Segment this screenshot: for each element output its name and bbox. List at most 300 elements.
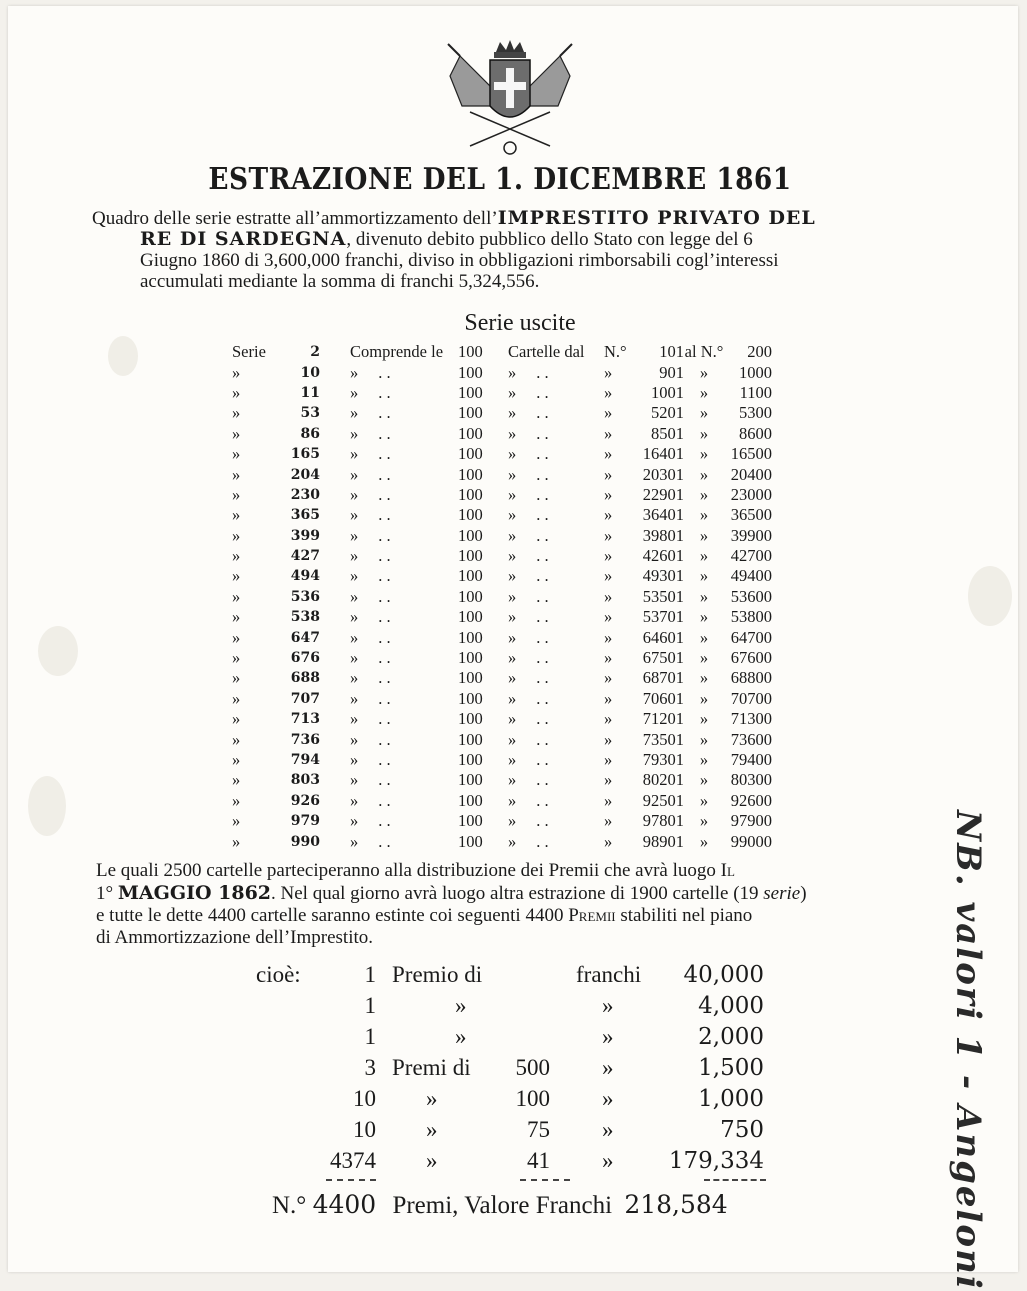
table-row [232,383,772,403]
from-number: 53701 [642,607,684,627]
prize-desc: Premi di [392,1055,471,1080]
quote-mark: » [699,709,709,729]
serie-number: 230 [290,486,320,503]
quote-mark: » [699,607,709,627]
count-cell: 100 [458,831,483,851]
quote-mark: » [604,586,613,606]
comprende-ditto [320,464,458,484]
leader-dots: . . [536,811,549,831]
leader-dots: . . [378,464,391,484]
quote-mark: » [699,362,709,382]
comprende-ditto [320,424,458,444]
quote-mark: » [604,668,613,688]
quote-mark: » [350,607,359,627]
quote-mark: » [604,831,613,851]
from-number: 8501 [651,423,684,443]
quote-mark: » [604,566,613,586]
prize-label: cioè: [256,962,301,987]
leader-dots: . . [378,607,391,627]
leader-dots: . . [536,586,549,606]
cartelle-ditto [498,648,604,668]
quote-mark: » [699,668,709,688]
comprende-ditto [320,607,458,627]
comprende-ditto [320,750,458,770]
comprende-header: Comprende le [350,342,444,362]
from-number: 42601 [642,546,684,566]
loan-name: IMPRESTITO PRIVATO DEL [497,207,816,229]
leader-dots: . . [378,362,391,382]
from-number: 49301 [642,566,684,586]
quote-mark: » [350,811,359,831]
quote-mark: » [508,505,517,525]
from-number: 80201 [642,770,684,790]
from-number: 79301 [642,750,684,769]
quote-mark: » [508,811,517,831]
leader-dots: . . [536,546,549,566]
table-row [232,750,772,770]
count-cell: 100 [458,546,483,566]
outro-text: ) [800,883,807,904]
quote-mark: » [508,770,517,790]
leader-dots: . . [378,811,391,831]
prize-count: 10 [353,1117,376,1142]
intro-text: , divenuto debito pubblico dello Stato con legge del 6 [346,229,753,250]
quote-mark: » [232,811,241,831]
outro-text: Le quali 2500 cartelle parteciperanno alla distribuzione dei Premii che avrà luogo [96,860,716,881]
quote-mark: » [699,750,709,769]
prize-franchi: » [602,993,614,1018]
count-cell: 100 [458,729,483,749]
prize-desc: » [455,993,467,1018]
table-header-row [232,342,772,362]
from-number: 70601 [642,688,684,708]
quote-mark: » [699,648,709,668]
serie-header: Serie [232,342,266,362]
serie-number: 399 [290,527,320,544]
quote-mark: » [232,790,241,810]
quote-mark: » [232,484,241,504]
count-cell: 100 [458,607,483,627]
quote-mark: » [350,750,359,769]
count-cell: 100 [458,362,483,382]
prize-count: 3 [364,1055,376,1080]
intro-text: Quadro delle serie estratte all’ammortizzamento dell’ [92,208,498,229]
leader-dots: . . [378,831,391,851]
quote-mark: » [508,484,517,504]
prize-count: 4374 [330,1148,376,1173]
table-row [232,464,772,484]
leader-dots: . . [536,688,549,708]
draw-date: MAGGIO 1862 [117,882,272,904]
quote-mark: » [699,423,709,443]
intro-text: accumulati mediante la somma di franchi 5,324,556. [140,271,540,292]
quote-mark: » [699,770,709,790]
count-cell: 100 [458,423,483,443]
quote-mark: » [604,525,613,545]
from-number: 97801 [642,811,684,831]
handwritten-annotation: NB. valori 1 - Angeloni [948,810,988,1291]
prize-count: 1 [364,962,376,987]
count-cell: 100 [458,505,483,525]
quote-mark: » [699,382,709,402]
quote-mark: » [508,627,517,647]
to-number: 97900 [730,811,772,831]
prize-franchi: franchi [576,962,642,987]
quote-mark: » [508,688,517,708]
prize-value: 4,000 [698,993,764,1019]
quote-mark: » [232,505,241,525]
quote-mark: » [232,648,241,668]
to-number: 64700 [730,627,772,647]
quote-mark: » [350,648,359,668]
prize-franchi: » [602,1086,614,1111]
divider [704,1179,766,1181]
serie-number: 707 [290,690,320,707]
intro-paragraph [92,208,932,292]
leader-dots: . . [378,403,391,423]
outro-text: Premii [568,905,616,926]
leader-dots: . . [536,770,549,790]
quote-mark: » [232,709,241,729]
cartelle-ditto [498,383,604,403]
cartelle-ditto [498,668,604,688]
quote-mark: » [604,729,613,749]
cartelle-ditto [498,750,604,770]
prize-row [230,1086,770,1116]
quote-mark: » [604,403,613,423]
serie-number: 538 [290,609,320,626]
quote-mark: » [699,566,709,586]
prize-unit: 41 [527,1148,550,1173]
to-number: 73600 [730,729,772,749]
quote-mark: » [508,750,517,769]
outro-text: stabiliti nel piano [620,905,753,926]
from-number: 20301 [642,464,684,484]
quote-mark: » [604,382,613,402]
quote-mark: » [699,484,709,504]
comprende-ditto [320,831,458,851]
quote-mark: » [604,484,613,504]
serie-number: 86 [300,425,320,442]
to-number: 36500 [730,505,772,525]
cartelle-ditto [498,709,604,729]
table-row [232,791,772,811]
from-number: 64601 [642,627,684,647]
quote-mark: » [699,525,709,545]
quote-mark: » [350,586,359,606]
comprende-ditto [320,403,458,423]
table-row [232,689,772,709]
serie-number: 990 [290,833,320,850]
count-cell: 100 [458,688,483,708]
leader-dots: . . [378,566,391,586]
prize-desc: » [455,1024,467,1049]
count-cell: 100 [458,484,483,504]
outro-paragraph [96,860,936,949]
cartelle-ditto [498,607,604,627]
prize-unit: 500 [515,1055,550,1080]
quote-mark: » [508,729,517,749]
to-number: 1100 [739,382,772,402]
total-value: 218,584 [624,1190,728,1219]
outro-text: e tutte le dette 4400 cartelle saranno estinte coi seguenti 4400 [96,905,564,926]
comprende-ditto [320,770,458,790]
prize-value: 750 [720,1117,764,1143]
quote-mark: » [508,566,517,586]
count-cell: 100 [458,790,483,810]
quote-mark: » [350,688,359,708]
quote-mark: » [508,709,517,729]
from-number: 36401 [642,505,684,525]
leader-dots: . . [378,790,391,810]
leader-dots: . . [536,444,549,464]
quote-mark: » [232,668,241,688]
prize-franchi: » [602,1055,614,1080]
comprende-ditto [320,383,458,403]
cartelle-ditto [498,546,604,566]
count-cell: 100 [458,444,483,464]
quote-mark: » [232,464,241,484]
comprende-ditto [320,485,458,505]
from-number: 901 [659,362,684,382]
cartelle-ditto [498,403,604,423]
table-row [232,709,772,729]
quote-mark: » [604,444,613,464]
quote-mark: » [699,811,709,831]
to-number: 49400 [730,566,772,586]
prize-franchi: » [602,1148,614,1173]
serie-number: 803 [290,772,320,789]
leader-dots: . . [536,831,549,851]
count-cell: 100 [458,525,483,545]
quote-mark: » [508,586,517,606]
count-cell: 100 [458,403,483,423]
quote-mark: » [508,546,517,566]
to-number: 1000 [739,362,772,382]
cartelle-header: Cartelle dal [508,342,585,362]
quote-mark: » [350,382,359,402]
leader-dots: . . [536,648,549,668]
leader-dots: . . [536,790,549,810]
leader-dots: . . [536,750,549,769]
total-label: Premi, Valore Franchi [392,1192,613,1219]
serie-number: 979 [290,813,320,830]
table-row [232,526,772,546]
leader-dots: . . [536,668,549,688]
leader-dots: . . [378,525,391,545]
quote-mark: » [232,607,241,627]
leader-dots: . . [378,668,391,688]
serie-number: 536 [290,588,320,605]
table-row [232,485,772,505]
quote-mark: » [508,444,517,464]
quote-mark: » [350,546,359,566]
outro-text: Il [720,860,735,881]
comprende-ditto [320,668,458,688]
comprende-ditto [320,566,458,586]
leader-dots: . . [536,382,549,402]
quote-mark: » [699,729,709,749]
serie-number: 676 [290,650,320,667]
table-row [232,424,772,444]
quote-mark: » [350,790,359,810]
outro-text: serie [763,883,801,904]
serie-number: 2 [310,344,320,361]
from-number: 101 [659,342,684,362]
paper-stain [38,626,78,676]
quote-mark: » [232,382,241,402]
quote-mark: » [508,831,517,851]
to-number: 200 [747,342,772,362]
to-number: 5300 [739,403,772,423]
quote-mark: » [232,627,241,647]
divider [326,1179,376,1181]
comprende-ditto [320,444,458,464]
from-number: 71201 [642,709,684,729]
table-row [232,587,772,607]
quote-mark: » [350,566,359,586]
cartelle-ditto [498,831,604,851]
leader-dots: . . [536,362,549,382]
to-number: 67600 [730,648,772,668]
quote-mark: » [604,546,613,566]
comprende-ditto [320,648,458,668]
prize-value: 1,000 [698,1086,764,1112]
prize-row [230,1117,770,1147]
cartelle-ditto [498,526,604,546]
document-title: ESTRAZIONE DEL 1. DICEMBRE 1861 [208,162,792,197]
quote-mark: » [350,627,359,647]
count-cell: 100 [458,627,483,647]
quote-mark: » [232,831,241,851]
quote-mark: » [699,546,709,566]
paper-stain [28,776,66,836]
divider [520,1179,570,1181]
leader-dots: . . [378,382,391,402]
leader-dots: . . [536,484,549,504]
quote-mark: » [350,444,359,464]
intro-text: Giugno 1860 di 3,600,000 franchi, diviso in obbligazioni rimborsabili cogl’interessi [140,250,779,271]
prize-count: 1 [364,1024,376,1049]
leader-dots: . . [536,464,549,484]
series-table [232,342,772,852]
prize-desc: » [426,1148,438,1173]
leader-dots: . . [378,750,391,769]
to-number: 99000 [730,831,772,851]
table-row [232,444,772,464]
cartelle-ditto [498,444,604,464]
comprende-ditto [320,791,458,811]
count-cell: 100 [458,648,483,668]
prize-row [230,1024,770,1054]
quote-mark: » [350,525,359,545]
cartelle-ditto [498,424,604,444]
quote-mark: » [699,627,709,647]
quote-mark: » [508,464,517,484]
quote-mark: » [699,831,709,851]
from-number: 39801 [642,525,684,545]
leader-dots: . . [378,729,391,749]
from-number: 98901 [642,831,684,851]
quote-mark: » [604,709,613,729]
comprende-ditto [320,546,458,566]
quote-mark: » [350,484,359,504]
cartelle-ditto [498,770,604,790]
quote-mark: » [508,790,517,810]
serie-number: 11 [300,384,320,401]
quote-mark: » [350,729,359,749]
quote-mark: » [508,525,517,545]
count-cell: 100 [458,770,483,790]
quote-mark: » [350,403,359,423]
comprende-ditto [320,526,458,546]
to-number: 80300 [730,770,772,790]
serie-number: 926 [290,792,320,809]
quote-mark: » [508,382,517,402]
to-number: 92600 [730,790,772,810]
prize-value: 2,000 [698,1024,764,1050]
serie-number: 165 [290,446,320,463]
to-number: 42700 [730,546,772,566]
from-number: 73501 [642,729,684,749]
table-row [232,505,772,525]
quote-mark: » [508,403,517,423]
leader-dots: . . [536,566,549,586]
cartelle-ditto [498,464,604,484]
quote-mark: » [350,668,359,688]
quote-mark: » [604,423,613,443]
to-number: 16500 [730,444,772,464]
comprende-ditto [320,505,458,525]
quote-mark: » [699,688,709,708]
to-number: 68800 [730,668,772,688]
prize-value: 40,000 [683,962,764,988]
quote-mark: » [232,403,241,423]
quote-mark: » [604,648,613,668]
serie-number: 688 [290,670,320,687]
quote-mark: » [604,362,613,382]
paper-stain [108,336,138,376]
quote-mark: » [508,668,517,688]
leader-dots: . . [536,403,549,423]
quote-mark: » [508,362,517,382]
savoy-coat-of-arms-icon [440,36,580,166]
cartelle-ditto [498,505,604,525]
quote-mark: » [232,750,241,769]
total-prefix: N.° [272,1192,307,1219]
prize-value: 179,334 [668,1148,764,1174]
prize-row [230,993,770,1023]
prize-desc: » [426,1117,438,1142]
leader-dots: . . [536,709,549,729]
quote-mark: » [604,505,613,525]
from-number: 16401 [642,444,684,464]
to-number: 70700 [730,688,772,708]
comprende-ditto [320,709,458,729]
quote-mark: » [699,790,709,810]
from-number: 1001 [651,382,684,402]
prize-franchi: » [602,1117,614,1142]
prize-row [230,962,770,992]
serie-number: 365 [290,507,320,524]
outro-text: . Nel qual giorno avrà luogo altra estrazione di 1900 cartelle (19 [271,883,764,904]
quote-mark: » [604,627,613,647]
paper-stain [968,566,1012,626]
leader-dots: . . [378,770,391,790]
prize-count: 1 [364,993,376,1018]
prize-franchi: » [602,1024,614,1049]
leader-dots: . . [378,709,391,729]
